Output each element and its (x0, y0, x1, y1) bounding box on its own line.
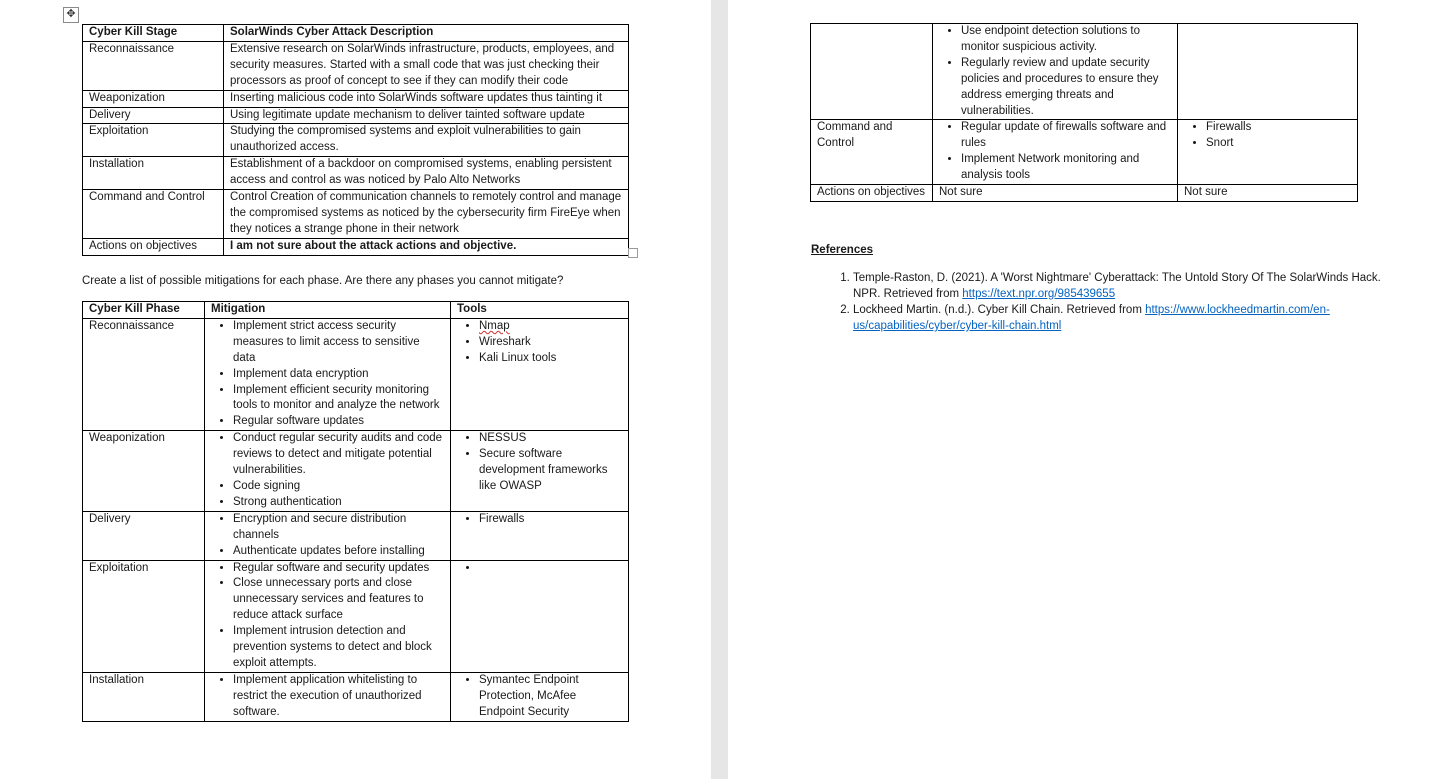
tools-cell (451, 560, 629, 672)
table-move-handle-icon[interactable]: ✥ (63, 7, 79, 23)
question-text: Create a list of possible mitigations for each phase. Are there any phases you cannot mitigate? (82, 275, 564, 287)
mitigation-item: • Conduct regular security audits and code reviews to detect and mitigate potential vulnerabilities. (233, 431, 444, 479)
tool-list (457, 561, 622, 577)
table-row (83, 107, 629, 124)
mitigation-table-continued (810, 23, 1358, 202)
mitigation-cell (205, 318, 451, 430)
tool-list (457, 512, 622, 528)
table-row (83, 560, 629, 672)
reference-link[interactable]: https://www.lockheedmartin.com/en-us/capabilities/cyber/cyber-kill-chain.html (853, 304, 1330, 332)
mitigation-item: • Regular software updates (233, 414, 444, 430)
table-row (83, 431, 629, 512)
description-cell: Control Creation of communication channels to remotely control and manage the compromised systems as noticed by the cybersecurity firm FireEye when they notices a strange phone in their network (224, 190, 629, 239)
tools-cell (451, 511, 629, 560)
tool-list (457, 319, 622, 367)
kill-chain-table (82, 24, 629, 256)
references-list (827, 270, 1393, 334)
table-header-row (83, 302, 629, 319)
reference-text: Temple-Raston, D. (2021). A 'Worst Nightmare' Cyberattack: The Untold Story Of The SolarWinds Hack. NPR. Retrieved from (853, 272, 1381, 300)
stage-cell: Delivery (83, 107, 224, 124)
mitigation-item: • Implement strict access security measures to limit access to sensitive data (233, 319, 444, 367)
mitigation-list (211, 431, 444, 511)
table-row (83, 90, 629, 107)
stage-cell: Reconnaissance (83, 41, 224, 90)
description-cell: Inserting malicious code into SolarWinds software updates thus tainting it (224, 90, 629, 107)
phase-cell: Actions on objectives (811, 185, 933, 202)
description-cell: Establishment of a backdoor on compromised systems, enabling persistent access and control as was noticed by Palo Alto Networks (224, 157, 629, 190)
reference-item (853, 302, 1393, 334)
tool-item: • Nmap (479, 319, 622, 335)
mitigation-item: • Regular software and security updates (233, 561, 444, 577)
reference-link[interactable]: https://text.npr.org/985439655 (962, 288, 1116, 300)
tools-cell: Not sure (1178, 185, 1358, 202)
tool-item: • Firewalls (1206, 120, 1351, 136)
table-row (83, 238, 629, 255)
table-row (83, 190, 629, 239)
column-header: Cyber Kill Phase (83, 302, 205, 319)
tools-cell (451, 318, 629, 430)
table-resize-handle[interactable] (628, 248, 638, 258)
tools-cell (1178, 24, 1358, 120)
column-header: Mitigation (205, 302, 451, 319)
phase-cell: Delivery (83, 511, 205, 560)
tools-cell (451, 431, 629, 512)
table-row (83, 672, 629, 721)
description-cell: Using legitimate update mechanism to deliver tainted software update (224, 107, 629, 124)
mitigation-table (82, 301, 629, 722)
table-row (83, 157, 629, 190)
table-row (811, 120, 1358, 185)
stage-cell: Installation (83, 157, 224, 190)
mitigation-item: • Implement application whitelisting to restrict the execution of unauthorized software. (233, 673, 444, 721)
tool-item (479, 561, 622, 577)
table-header-row (83, 25, 629, 42)
tools-cell (1178, 120, 1358, 185)
mitigation-item: • Implement Network monitoring and analysis tools (961, 152, 1171, 184)
mitigation-cell (205, 431, 451, 512)
mitigation-item: • Regularly review and update security policies and procedures to ensure they address emerging threats and vulnerabilities. (961, 56, 1171, 120)
phase-cell: Installation (83, 672, 205, 721)
stage-cell: Weaponization (83, 90, 224, 107)
column-header: SolarWinds Cyber Attack Description (224, 25, 629, 42)
mitigation-cell (933, 24, 1178, 120)
phase-cell: Reconnaissance (83, 318, 205, 430)
phase-cell: Exploitation (83, 560, 205, 672)
mitigation-cell (205, 672, 451, 721)
mitigation-item: • Implement intrusion detection and prevention systems to detect and block exploit attempts. (233, 624, 444, 672)
mitigation-cell (933, 120, 1178, 185)
tool-item: • Snort (1206, 136, 1351, 152)
document-page-right (728, 0, 1442, 779)
tool-item: • Kali Linux tools (479, 351, 622, 367)
tool-list (1184, 120, 1351, 152)
stage-cell: Exploitation (83, 124, 224, 157)
table-row (83, 318, 629, 430)
mitigation-cell (205, 560, 451, 672)
phase-cell (811, 24, 933, 120)
tool-item: • Wireshark (479, 335, 622, 351)
column-header: Cyber Kill Stage (83, 25, 224, 42)
mitigation-list (211, 673, 444, 721)
mitigation-item: • Regular update of firewalls software and rules (961, 120, 1171, 152)
mitigation-item: • Implement efficient security monitoring tools to monitor and analyze the network (233, 383, 444, 415)
stage-cell: Command and Control (83, 190, 224, 239)
phase-cell: Command and Control (811, 120, 933, 185)
tools-cell (451, 672, 629, 721)
reference-text: Lockheed Martin. (n.d.). Cyber Kill Chain. Retrieved from (853, 304, 1146, 316)
table-row (83, 41, 629, 90)
mitigation-list (939, 120, 1171, 184)
description-cell: Extensive research on SolarWinds infrastructure, products, employees, and security measures. Started with a small code that was just checking their processors as proof of concept to see if they can modify their code (224, 41, 629, 90)
reference-item (853, 270, 1393, 302)
mitigation-list (211, 512, 444, 560)
mitigation-list (211, 319, 444, 430)
document-page-left (0, 0, 711, 779)
mitigation-item: • Close unnecessary ports and close unnecessary services and features to reduce attack surface (233, 576, 444, 624)
tool-item: • NESSUS (479, 431, 622, 447)
mitigation-cell: Not sure (933, 185, 1178, 202)
tool-item: • Firewalls (479, 512, 622, 528)
stage-cell: Actions on objectives (83, 238, 224, 255)
mitigation-item: • Authenticate updates before installing (233, 544, 444, 560)
mitigation-item: • Implement data encryption (233, 367, 444, 383)
tool-item: • Secure software development frameworks like OWASP (479, 447, 622, 495)
mitigation-list (211, 561, 444, 672)
description-cell: Studying the compromised systems and exploit vulnerabilities to gain unauthorized access. (224, 124, 629, 157)
tool-list (457, 673, 622, 721)
table-row (811, 24, 1358, 120)
mitigation-item: • Use endpoint detection solutions to monitor suspicious activity. (961, 24, 1171, 56)
mitigation-item: • Strong authentication (233, 495, 444, 511)
phase-cell: Weaponization (83, 431, 205, 512)
description-cell: I am not sure about the attack actions and objective. (224, 238, 629, 255)
mitigation-item: • Encryption and secure distribution channels (233, 512, 444, 544)
column-header: Tools (451, 302, 629, 319)
tool-item: • Symantec Endpoint Protection, McAfee Endpoint Security (479, 673, 622, 721)
tool-list (457, 431, 622, 495)
references-heading: References (811, 244, 874, 256)
table-row (83, 124, 629, 157)
mitigation-item: • Code signing (233, 479, 444, 495)
mitigation-list (939, 24, 1171, 119)
table-row (811, 185, 1358, 202)
mitigation-cell (205, 511, 451, 560)
table-row (83, 511, 629, 560)
